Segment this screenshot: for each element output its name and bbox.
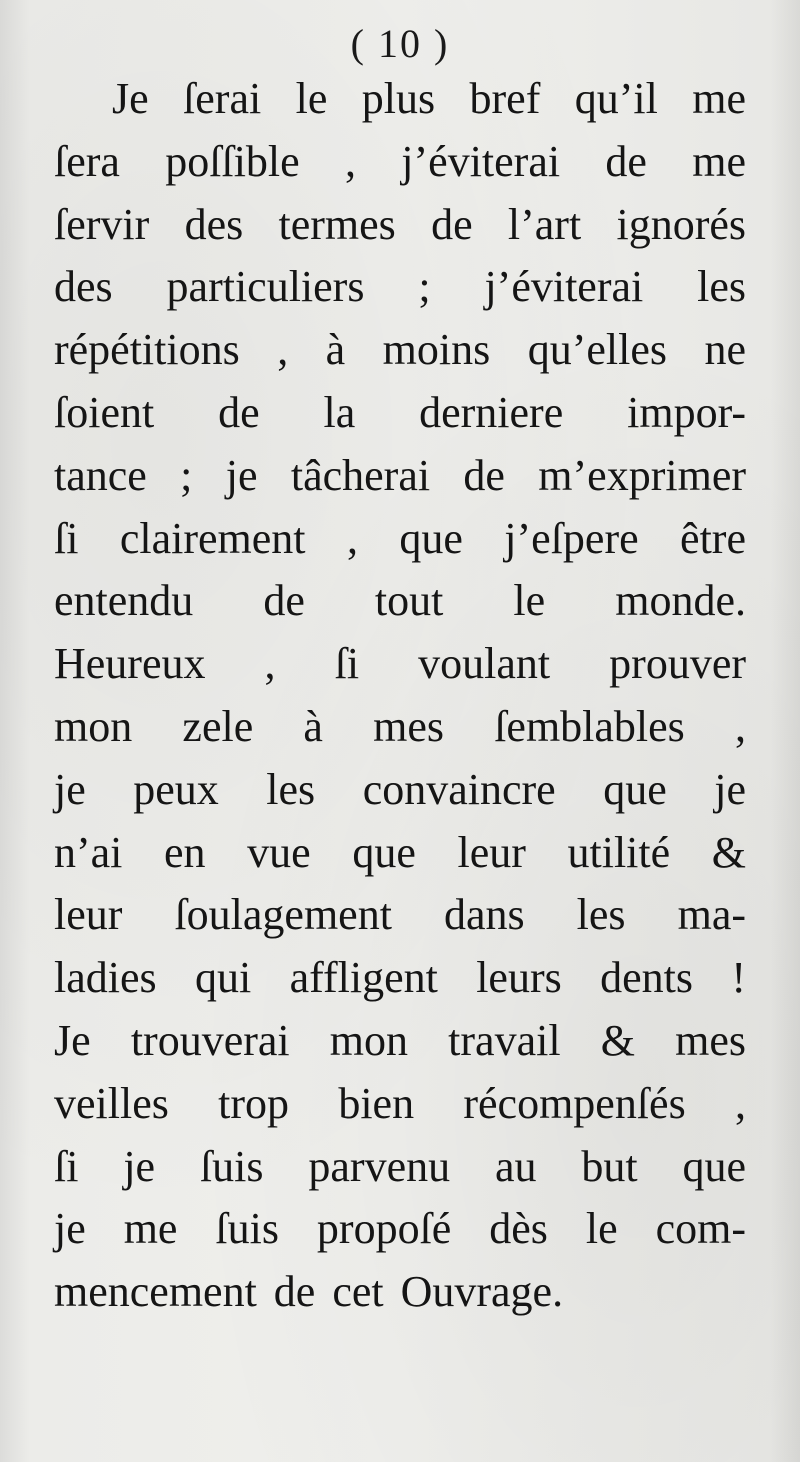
text-line: ſoient de la derniere impor- [54, 387, 746, 437]
text-line: mon zele à mes ſemblables , [54, 701, 746, 751]
text-line: des particuliers ; j’éviterai les [54, 262, 746, 312]
text-line: veilles trop bien récompenſés , [54, 1078, 746, 1128]
text-line: ſi clairement , que j’eſpere être [54, 513, 746, 563]
text-line: ladies qui affligent leurs dents ! [54, 953, 746, 1003]
text-line: Je ſerai le plus bref qu’il me [112, 74, 746, 123]
body-text [54, 68, 746, 1324]
text-line: ſervir des termes de l’art ignorés [54, 199, 746, 249]
text-line: ſera poſſible , j’éviterai de me [54, 136, 746, 186]
text-line: n’ai en vue que leur utilité & [54, 827, 746, 877]
text-line: tance ; je tâcherai de m’exprimer [54, 450, 746, 500]
page-number: ( 10 ) [350, 21, 450, 66]
text-line: je me ſuis propoſé dès le com- [54, 1204, 746, 1254]
text-line: répétitions , à moins qu’elles ne [54, 325, 746, 375]
text-line: ſi je ſuis parvenu au but que [54, 1141, 746, 1191]
text-line: Heureux , ſi voulant prouver [54, 639, 746, 689]
text-line: Je trouverai mon travail & mes [54, 1015, 746, 1065]
text-line: leur ſoulagement dans les ma- [54, 890, 746, 940]
text-line: entendu de tout le monde. [54, 576, 746, 626]
text-line: je peux les convaincre que je [54, 764, 746, 814]
text-line: mencement de cet Ouvrage. [54, 1267, 564, 1317]
